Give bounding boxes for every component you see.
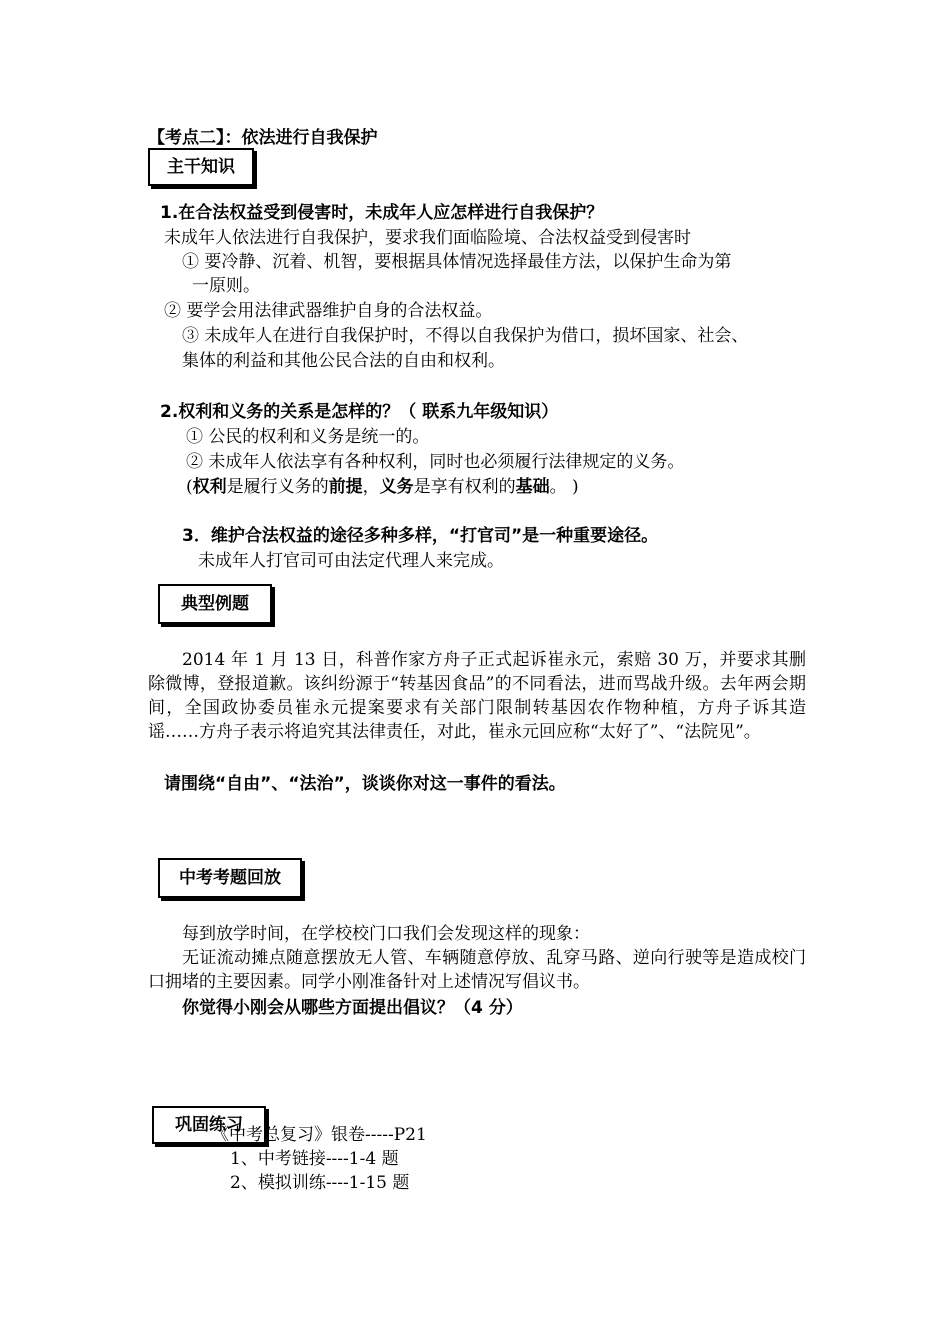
q1-point1-cont: 一原则。 [192, 276, 260, 296]
note-keyword-basis: 基础 [515, 477, 550, 497]
exam-paragraph: 无证流动摊点随意摆放无人管、车辆随意停放、乱穿马路、逆向行驶等是造成校门口拥堵的主要因素。同学小刚准备针对上述情况写倡议书。 [148, 948, 806, 992]
q1-point2: ② 要学会用法律武器维护自身的合法权益。 [164, 301, 493, 321]
main-knowledge-box: 主干知识 [148, 148, 254, 186]
section-title [148, 126, 378, 150]
note-keyword-duty: 义务 [379, 477, 414, 497]
q3-heading: 3．维护合法权益的途径多种多样，“打官司”是一种重要途径。 [182, 526, 659, 546]
practice-box: 巩固练习 [152, 1106, 266, 1144]
note-close: 。 ) [549, 477, 579, 497]
note-open: ( [186, 477, 193, 497]
section-title-text: ：依法进行自我保护 [224, 128, 378, 148]
q2-note [186, 475, 579, 499]
q1-heading: 1.在合法权益受到侵害时，未成年人应怎样进行自我保护？ [160, 203, 604, 223]
exam-line1: 每到放学时间，在学校校门口我们会发现这样的现象： [182, 924, 590, 944]
exam-question: 你觉得小刚会从哪些方面提出倡议？（4 分） [182, 998, 523, 1018]
q1-point3: ③ 未成年人在进行自我保护时，不得以自我保护为借口，损坏国家、社会、 [182, 326, 749, 346]
note-keyword-premise: 前提 [328, 477, 363, 497]
example-question: 请围绕“自由”、“法治”，谈谈你对这一事件的看法。 [164, 774, 566, 794]
example-box: 典型例题 [158, 584, 272, 624]
note-text2: ， [362, 477, 380, 497]
q2-point1: ① 公民的权利和义务是统一的。 [186, 427, 430, 447]
section-title-bracket: 【考点二】 [148, 128, 225, 148]
example-paragraph: 2014 年 1 月 13 日，科普作家方舟子正式起诉崔永元，索赔 30 万，并要求其删除微博，登报道歉。该纠纷源于“转基因食品”的不同看法，进而骂战升级。去年两会期间，全国政协委员崔永元提案要求有关部门限制转基因农作物种植，方舟子诉其造谣……方舟子表示将追究其法律责任，对此，崔永元回应称“太好了”、“法院见”。 [148, 650, 806, 742]
q2-heading: 2.权利和义务的关系是怎样的？（ 联系九年级知识） [160, 402, 559, 422]
q1-point3-cont: 集体的利益和其他公民合法的自由和权利。 [182, 351, 505, 371]
note-text1: 是履行义务的 [226, 477, 329, 497]
exam-review-box: 中考考题回放 [158, 858, 302, 898]
q2-point2: ② 未成年人依法享有各种权利，同时也必须履行法律规定的义务。 [186, 452, 685, 472]
q3-text: 未成年人打官司可由法定代理人来完成。 [198, 551, 504, 571]
q1-point1: ① 要冷静、沉着、机智，要根据具体情况选择最佳方法，以保护生命为第 [182, 252, 732, 272]
q1-intro: 未成年人依法进行自我保护，要求我们面临险境、合法权益受到侵害时 [164, 228, 691, 248]
note-keyword-rights: 权利 [192, 477, 227, 497]
practice-book: 《中考总复习》银卷-----P21 [212, 1125, 427, 1145]
practice-item1: 1、中考链接----1-4 题 [230, 1149, 399, 1169]
practice-item2: 2、模拟训练----1-15 题 [230, 1173, 410, 1193]
note-text3: 是享有权利的 [413, 477, 516, 497]
